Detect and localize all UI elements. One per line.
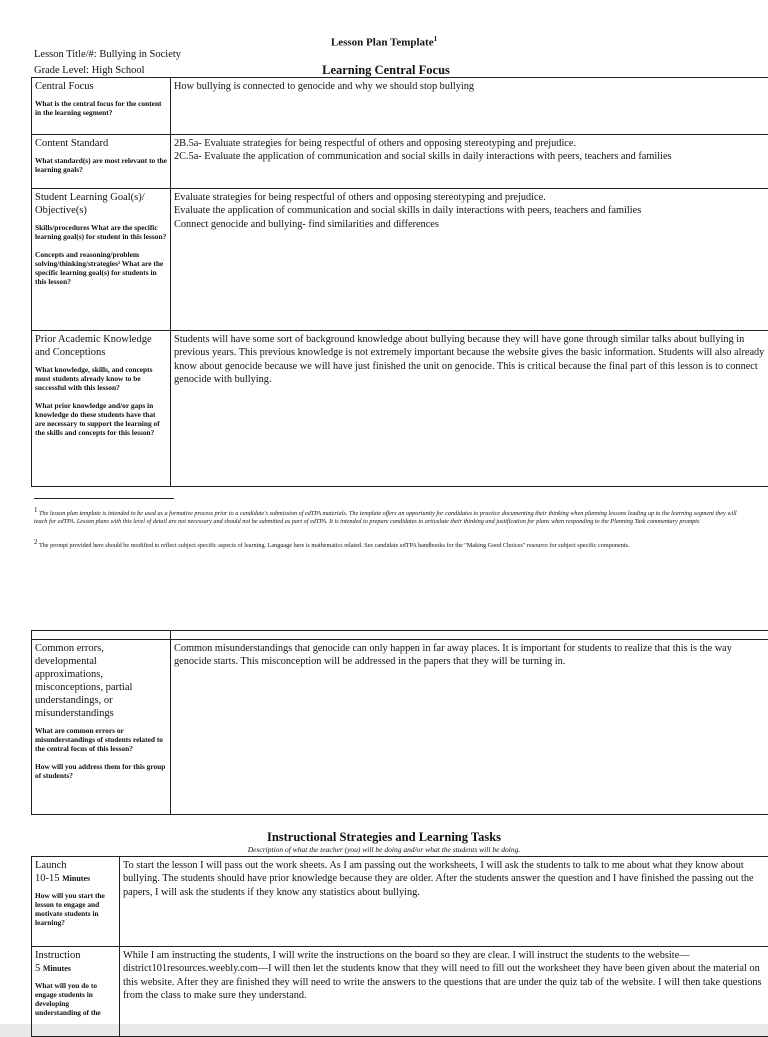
instructional-table — [31, 856, 768, 1037]
grade-level: Grade Level: High School — [34, 65, 145, 76]
row-label-cell — [32, 331, 171, 487]
row-label: Common errors, developmental approximations, misconceptions, partial understandings, or misunderstandings — [35, 642, 167, 720]
footnote-1-text: The lesson plan template is intended to be used as a formative process prior to a candidate's submission of edTPA materials. The template offers an opportunity for candidates to practice documenting their thinking when planning lessons leading up to the learning segment they will teach for edTPA. Lesson plans with this level of detail are not necessary and should not be submitted as part of edTPA. It is intended to prepare candidates to articulate their thinking and justification for plans when responding to the Planning Task commentary prompts — [34, 510, 737, 525]
table-row — [32, 947, 768, 1037]
learning-focus-table — [31, 77, 768, 487]
row-content: Evaluate the application of communication and social skills in daily interactions with peers, teachers and families — [174, 204, 765, 217]
footnote-1 — [34, 506, 744, 526]
row-content: 2C.5a- Evaluate the application of communication and social skills in daily interactions with peers, teachers and families — [174, 150, 765, 163]
row-question: How will you start the lesson to engage and motivate students in learning? — [35, 891, 116, 927]
footnote-divider — [34, 498, 174, 499]
row-question: How will you address them for this group of students? — [35, 762, 167, 780]
table-row — [32, 78, 768, 135]
row-content-cell — [120, 857, 768, 947]
row-question: Skills/procedures What are the specific learning goal(s) for student in this lesson? — [35, 223, 167, 241]
row-time: 5 Minutes — [35, 962, 116, 975]
footnote-2-text: The prompt provided here should be modified to reflect subject specific aspects of learning. Language here is mathematics related. See candidate edTPA handbooks for the "Making Good Choices" resource for subject specific components. — [39, 542, 630, 549]
table-row — [32, 331, 768, 487]
row-content: Common misunderstandings that genocide can only happen in far away places. It is important for students to realize that this is the way genocide starts. This misconception will be addressed in the papers that they will be turning in. — [174, 642, 765, 669]
instructional-heading: Instructional Strategies and Learning Tasks — [0, 830, 768, 845]
footnote-2 — [34, 538, 744, 550]
footnote-2-marker: 2 — [34, 538, 38, 546]
row-question: What are common errors or misunderstandings of students related to the central focus of this lesson? — [35, 726, 167, 753]
row-content: While I am instructing the students, I will write the instructions on the board so they are clear. I will instruct the students to the website— district101resources.weebly.com—I will then let the students know that they will need to fill out the worksheet they have been given about the material on this website. After they are finished they will need to write the answers to the questions that are under the quiz tab of the website. I will then take questions from the class to make sure they understand. — [123, 949, 765, 1003]
misconceptions-table — [31, 630, 768, 815]
footnote-1-marker: 1 — [34, 506, 38, 514]
row-question: Concepts and reasoning/problem solving/thinking/strategies² What are the specific learning goal(s) for students in this lesson? — [35, 250, 167, 286]
row-label-cell — [32, 135, 171, 189]
table-header-row — [32, 631, 768, 640]
instructional-subheading: Description of what the teacher (you) will be doing and/or what the students will be doing. — [0, 845, 768, 854]
table-row — [32, 189, 768, 331]
table-row — [32, 857, 768, 947]
row-label: Student Learning Goal(s)/ Objective(s) — [35, 191, 167, 217]
row-question: What is the central focus for the content in the learning segment? — [35, 99, 167, 117]
row-question: What will you do to engage students in developing understanding of the — [35, 981, 116, 1017]
row-content-cell — [171, 189, 768, 331]
row-label-cell — [32, 640, 171, 815]
row-content-cell — [171, 135, 768, 189]
row-content: 2B.5a- Evaluate strategies for being respectful of others and opposing stereotyping and prejudice. — [174, 137, 765, 150]
row-label-cell — [32, 947, 120, 1037]
row-label: Content Standard — [35, 137, 167, 150]
row-question: What prior knowledge and/or gaps in knowledge do these students have that are necessary to support the learning of the skills and concepts for this lesson? — [35, 401, 167, 437]
row-label: Central Focus — [35, 80, 167, 93]
row-content-cell — [171, 331, 768, 487]
row-content-cell — [171, 78, 768, 135]
row-content: Students will have some sort of background knowledge about bullying because they will have gone through similar talks about bullying in previous years. This previous knowledge is not extremely important because the website gives the basic information. Students will also already know about genocide because we will have just finished the unit on genocide. This is critical because the final part of this lesson is to connect genocide with bullying. — [174, 333, 765, 387]
row-label-cell — [32, 78, 171, 135]
row-question: What knowledge, skills, and concepts must students already know to be successful with this lesson? — [35, 365, 167, 392]
row-label-cell — [32, 857, 120, 947]
row-content: How bullying is connected to genocide and why we should stop bullying — [174, 80, 765, 93]
row-content: Evaluate strategies for being respectful of others and opposing stereotyping and prejudice. — [174, 191, 765, 204]
row-label: Launch — [35, 859, 116, 872]
row-content-cell — [171, 640, 768, 815]
row-content-cell — [120, 947, 768, 1037]
row-label: Prior Academic Knowledge and Conceptions — [35, 333, 167, 359]
title-footnote-marker: 1 — [434, 35, 438, 43]
row-question: What standard(s) are most relevant to the learning goals? — [35, 156, 167, 174]
table-row — [32, 640, 768, 815]
row-content: To start the lesson I will pass out the work sheets. As I am passing out the worksheets, I will ask the students to talk to me about what they know about bullying. The students should have prior knowledge because they are older. After the students answer the question and I have finished the passing out the papers, I will ask the students if they know any statistics about bullying. — [123, 859, 765, 899]
row-content: Connect genocide and bullying- find similarities and differences — [174, 218, 765, 231]
row-label-cell — [32, 189, 171, 331]
lesson-title: Lesson Title/#: Bullying in Society — [34, 49, 181, 60]
row-label: Instruction — [35, 949, 116, 962]
row-time: 10-15 Minutes — [35, 872, 116, 885]
page-title: Lesson Plan Template$^1$ — [0, 35, 768, 49]
table-row — [32, 135, 768, 189]
section-heading: Learning Central Focus — [230, 63, 542, 78]
